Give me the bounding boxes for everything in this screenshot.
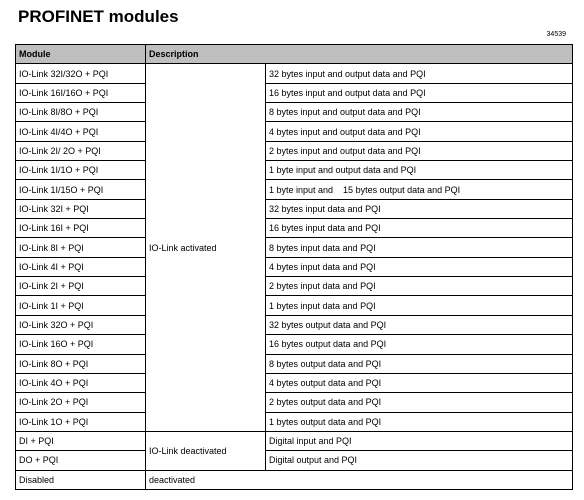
header-description: Description [146,45,573,64]
mode-cell-deactivated: IO-Link deactivated [146,431,266,470]
detail-cell: 1 byte input and 15 bytes output data and PQI [266,180,573,199]
module-cell: IO-Link 32O + PQI [16,315,146,334]
module-cell: IO-Link 4O + PQI [16,373,146,392]
detail-cell: 16 bytes output data and PQI [266,335,573,354]
module-cell: IO-Link 8O + PQI [16,354,146,373]
table-row [16,257,573,276]
module-cell: IO-Link 4I + PQI [16,257,146,276]
table-header-row [16,45,573,64]
table-row [16,219,573,238]
table-row [16,315,573,334]
detail-cell: 2 bytes output data and PQI [266,393,573,412]
module-cell: IO-Link 32I/32O + PQI [16,64,146,83]
detail-cell: 2 bytes input and output data and PQI [266,141,573,160]
module-cell: IO-Link 2I/ 2O + PQI [16,141,146,160]
description-cell-deactivated: deactivated [146,470,573,489]
document-id: 34539 [546,31,566,38]
table-row [16,470,573,489]
table-row [16,335,573,354]
detail-cell: 32 bytes input data and PQI [266,199,573,218]
detail-cell: 32 bytes output data and PQI [266,315,573,334]
table-row [16,412,573,431]
table-row [16,122,573,141]
detail-cell: 8 bytes input data and PQI [266,238,573,257]
detail-cell: 32 bytes input and output data and PQI [266,64,573,83]
detail-cell: 4 bytes output data and PQI [266,373,573,392]
table-row [16,393,573,412]
table-row [16,180,573,199]
header-module: Module [16,45,146,64]
module-cell: DO + PQI [16,451,146,470]
table-row [16,451,573,470]
detail-cell: Digital output and PQI [266,451,573,470]
mode-cell-activated: IO-Link activated [146,64,266,432]
table-row [16,238,573,257]
detail-cell: 1 bytes output data and PQI [266,412,573,431]
detail-cell: 1 byte input and output data and PQI [266,161,573,180]
module-cell: DI + PQI [16,431,146,450]
table-body [16,64,573,490]
detail-cell: 1 bytes input data and PQI [266,296,573,315]
table-row [16,64,573,83]
module-cell-disabled: Disabled [16,470,146,489]
detail-cell: 2 bytes input data and PQI [266,277,573,296]
detail-cell: 4 bytes input and output data and PQI [266,122,573,141]
module-cell: IO-Link 2O + PQI [16,393,146,412]
table-row [16,161,573,180]
detail-cell: Digital input and PQI [266,431,573,450]
table-row [16,296,573,315]
module-cell: IO-Link 16O + PQI [16,335,146,354]
table-row [16,141,573,160]
module-cell: IO-Link 8I + PQI [16,238,146,257]
page-title: PROFINET modules [18,7,179,26]
table-row [16,103,573,122]
detail-cell: 16 bytes input and output data and PQI [266,83,573,102]
table-row [16,373,573,392]
module-cell: IO-Link 8I/8O + PQI [16,103,146,122]
table-row [16,83,573,102]
module-cell: IO-Link 16I/16O + PQI [16,83,146,102]
module-cell: IO-Link 1I/15O + PQI [16,180,146,199]
table-row [16,277,573,296]
module-cell: IO-Link 1I + PQI [16,296,146,315]
module-cell: IO-Link 16I + PQI [16,219,146,238]
detail-cell: 4 bytes input data and PQI [266,257,573,276]
table-row [16,431,573,450]
module-cell: IO-Link 2I + PQI [16,277,146,296]
detail-cell: 8 bytes input and output data and PQI [266,103,573,122]
module-cell: IO-Link 4I/4O + PQI [16,122,146,141]
module-cell: IO-Link 32I + PQI [16,199,146,218]
module-cell: IO-Link 1I/1O + PQI [16,161,146,180]
profinet-modules-table [15,44,573,490]
detail-cell: 8 bytes output data and PQI [266,354,573,373]
detail-cell: 16 bytes input data and PQI [266,219,573,238]
table-row [16,199,573,218]
module-cell: IO-Link 1O + PQI [16,412,146,431]
table-row [16,354,573,373]
